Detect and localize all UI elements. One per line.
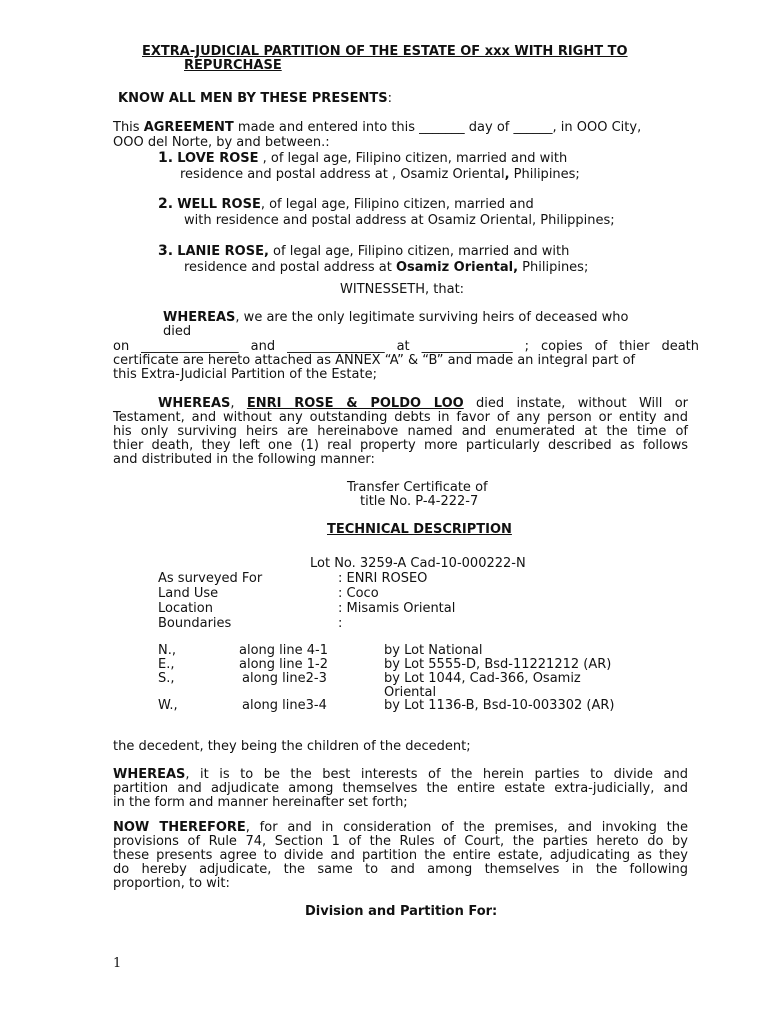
detail-value: : Misamis Oriental (338, 601, 456, 616)
detail-label: Boundaries (158, 616, 232, 631)
agreement-line1: This AGREEMENT made and entered into this _______ day of ______, in OOO City, (113, 120, 642, 135)
party-2: 2. WELL ROSE, of legal age, Filipino citizen, married and (158, 196, 534, 212)
witnesseth: WITNESSETH, that: (340, 282, 465, 297)
party-3-address: residence and postal address at Osamiz Oriental, Philipines; (184, 260, 589, 275)
know-all-men: KNOW ALL MEN BY THESE PRESENTS: (118, 91, 392, 106)
whereas-1-line2: died (163, 324, 192, 339)
whereas-1-line1: WHEREAS, we are the only legitimate surviving heirs of deceased who (163, 310, 629, 325)
boundary-by: by Lot 1136-B, Bsd-10-003302 (AR) (384, 698, 615, 713)
now-therefore-line5: proportion, to wit: (113, 876, 230, 891)
detail-value: : Coco (338, 586, 379, 601)
now-therefore-line1: NOW THEREFORE, for and in consideration of the premises, and invoking the (113, 820, 689, 835)
boundary-line: along line 4-1 (239, 643, 328, 658)
whereas-1-line5: this Extra-Judicial Partition of the Estate; (113, 367, 377, 382)
boundary-by: by Lot 1044, Cad-366, Osamiz (384, 671, 581, 686)
agreement-line2: OOO del Norte, by and between.: (113, 135, 330, 150)
whereas-1-line3: on _______________ and _______________ at ______________ ; copies of thier death (113, 339, 699, 354)
boundary-direction: N., (158, 643, 176, 658)
whereas-2-line3: his only surviving heirs are hereinabove named and enumerated at the time of (113, 424, 688, 439)
detail-label: Location (158, 601, 213, 616)
now-therefore-line4: do hereby adjudicate, the same to and among themselves in the following (113, 862, 688, 877)
boundary-by: by Lot National (384, 643, 483, 658)
party-1: 1. LOVE ROSE , of legal age, Filipino citizen, married and with (158, 150, 568, 166)
detail-label: As surveyed For (158, 571, 263, 586)
whereas-1-line4: certificate are hereto attached as ANNEX “A” & “B” and made an integral part of (113, 353, 636, 368)
detail-value: : (338, 616, 343, 631)
whereas-3-line3: in the form and manner hereinafter set forth; (113, 795, 408, 810)
boundary-direction: E., (158, 657, 175, 672)
decedent-line: the decedent, they being the children of the decedent; (113, 739, 471, 754)
boundary-line: along line 1-2 (239, 657, 328, 672)
whereas-2-line1: WHEREAS, ENRI ROSE & POLDO LOO died instate, without Will or (158, 396, 689, 411)
boundary-by-continued: Oriental (384, 685, 437, 700)
whereas-2-line2: Testament, and without any outstanding debts in favor of any person or entity and (113, 410, 688, 425)
whereas-3-line2: partition and adjudicate among themselves the entire estate extra-judicially, and (113, 781, 688, 796)
party-1-address: residence and postal address at , Osamiz Oriental, Philipines; (180, 167, 580, 182)
division-heading: Division and Partition For: (305, 904, 498, 919)
party-3: 3. LANIE ROSE, of legal age, Filipino citizen, married and with (158, 243, 570, 259)
document-title-line2: REPURCHASE (184, 58, 282, 73)
boundary-by: by Lot 5555-D, Bsd-11221212 (AR) (384, 657, 612, 672)
whereas-3-line1: WHEREAS, it is to be the best interests of the herein parties to divide and (113, 767, 688, 782)
boundary-direction: S., (158, 671, 175, 686)
whereas-2-line4: thier death, they left one (1) real property more particularly described as follows (113, 438, 688, 453)
page-number: 1 (113, 956, 122, 971)
tct-line2: title No. P-4-222-7 (360, 494, 479, 509)
party-2-address: with residence and postal address at Osamiz Oriental, Philippines; (184, 213, 615, 228)
boundary-direction: W., (158, 698, 178, 713)
detail-value: : ENRI ROSEO (338, 571, 428, 586)
technical-description-heading: TECHNICAL DESCRIPTION (327, 522, 512, 537)
tct-line1: Transfer Certificate of (347, 480, 488, 495)
now-therefore-line2: provisions of Rule 74, Section 1 of the Rules of Court, the parties hereto do by (113, 834, 688, 849)
detail-label: Land Use (158, 586, 219, 601)
boundary-line: along line3-4 (242, 698, 327, 713)
document-title-line1: EXTRA-JUDICIAL PARTITION OF THE ESTATE OF xxx WITH RIGHT TO (142, 44, 628, 59)
now-therefore-line3: these presents agree to divide and partition the entire estate, adjudicating as they (113, 848, 688, 863)
whereas-2-line5: and distributed in the following manner: (113, 452, 375, 467)
boundary-line: along line2-3 (242, 671, 327, 686)
lot-number: Lot No. 3259-A Cad-10-000222-N (310, 556, 526, 571)
